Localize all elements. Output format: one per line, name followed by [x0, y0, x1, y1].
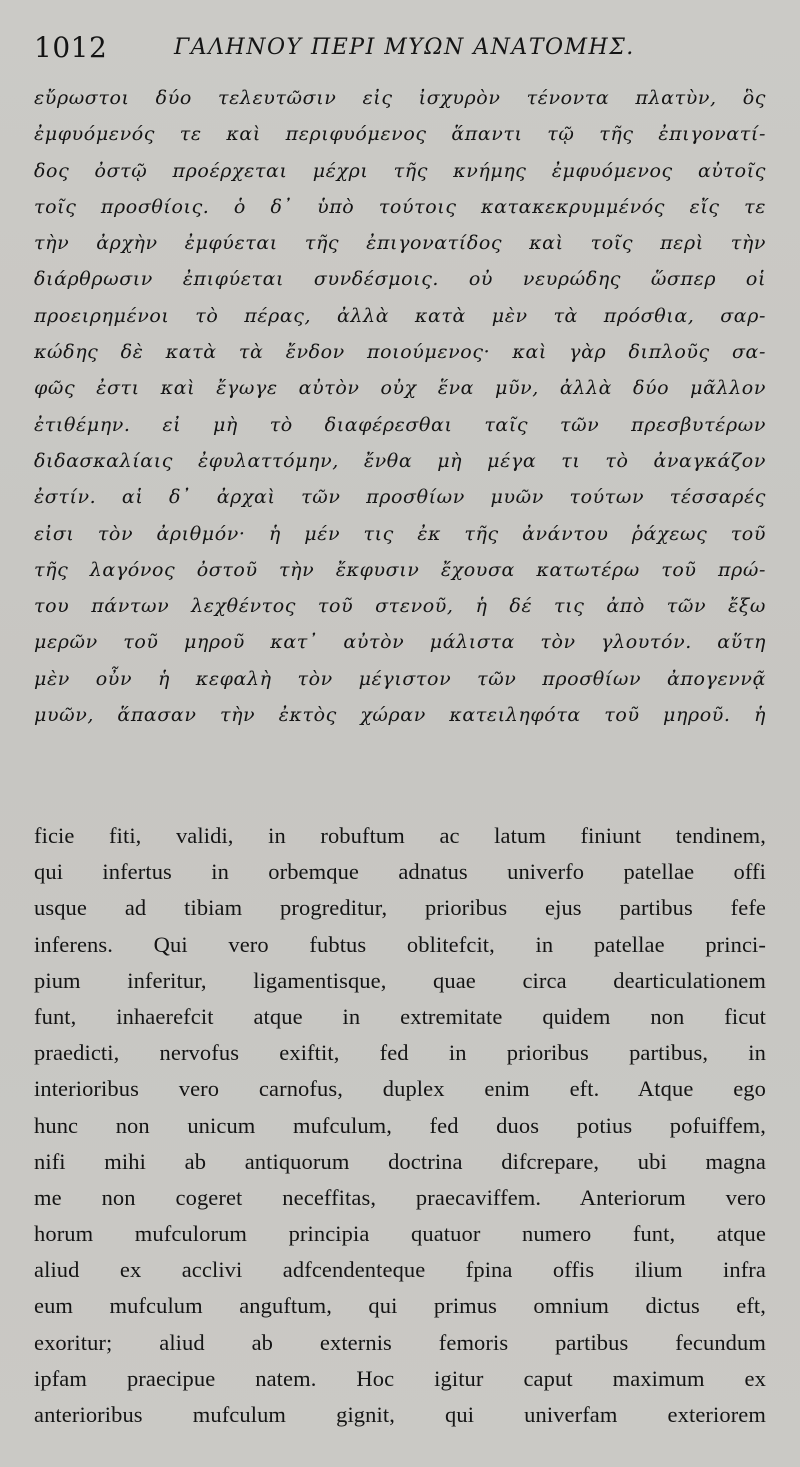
running-head: ΓΑΛΗΝΟΥ ΠΕΡΙ ΜΥΩΝ ΑΝΑΤΟΜΗΣ. [174, 35, 635, 60]
greek-line: ἐτιθέμην. εἰ μὴ τὸ διαφέρεσθαι ταῖς τῶν πρεσβυτέρων [34, 413, 766, 436]
latin-line: ficie fiti, validi, in robuftum ac latum finiunt tendinem, [34, 823, 766, 848]
latin-line: eum mufculum anguftum, qui primus omnium dictus eft, [34, 1293, 766, 1319]
latin-line: ipfam praecipue natem. Hoc igitur caput maximum ex [34, 1365, 766, 1391]
greek-line: κώδης δὲ κατὰ τὰ ἔνδον ποιούμενος· καὶ γὰρ διπλοῦς σα- [34, 341, 766, 364]
greek-line: προειρημένοι τὸ πέρας, ἀλλὰ κατὰ μὲν τὰ πρόσθια, σαρ- [34, 304, 766, 327]
greek-line: τὴν ἀρχὴν ἐμφύεται τῆς ἐπιγονατίδος καὶ τοῖς περὶ τὴν [34, 232, 766, 255]
latin-line: qui infertus in orbemque adnatus univerfo patellae offi [34, 859, 766, 885]
greek-line: τῆς λαγόνος ὀστοῦ τὴν ἔκφυσιν ἔχουσα κατωτέρω τοῦ πρώ- [34, 558, 766, 581]
latin-line: horum mufculorum principia quatuor numero funt, atque [34, 1221, 766, 1247]
latin-line: usque ad tibiam progreditur, prioribus ejus partibus fefe [34, 895, 766, 921]
greek-line: διάρθρωσιν ἐπιφύεται συνδέσμοις. οὐ νευρώδης ὥσπερ οἱ [34, 268, 766, 291]
latin-line: hunc non unicum mufculum, fed duos potius pofuiffem, [34, 1112, 766, 1138]
page-header [34, 30, 774, 70]
greek-text-block [34, 80, 766, 733]
greek-line: διδασκαλίαις ἐφυλαττόμην, ἔνθα μὴ μέγα τι τὸ ἀναγκάζον [34, 449, 766, 472]
greek-line: ἐμφυόμενός τε καὶ περιφυόμενος ἅπαντι τῷ τῆς ἐπιγονατί- [34, 123, 766, 146]
greek-line: εὔρωστοι δύο τελευτῶσιν εἰς ἰσχυρὸν τένοντα πλατὺν, ὃς [34, 87, 766, 109]
greek-line: ἐστίν. αἱ δ᾽ ἀρχαὶ τῶν προσθίων μυῶν τούτων τέσσαρές [34, 486, 766, 509]
greek-line: του πάντων λεχθέντος τοῦ στενοῦ, ἡ δέ τις ἀπὸ τῶν ἔξω [34, 595, 766, 618]
latin-line: praedicti, nervofus exiftit, fed in prioribus partibus, in [34, 1040, 766, 1066]
latin-line: inferens. Qui vero fubtus oblitefcit, in patellae princi- [34, 931, 766, 957]
greek-line: μυῶν, ἅπασαν τὴν ἐκτὸς χώραν κατειληφότα τοῦ μηροῦ. ἡ [34, 704, 766, 727]
greek-line: φῶς ἐστι καὶ ἔγωγε αὐτὸν οὐχ ἕνα μῦν, ἀλλὰ δύο μᾶλλον [34, 377, 766, 400]
latin-line: nifi mihi ab antiquorum doctrina difcrepare, ubi magna [34, 1148, 766, 1174]
latin-line: me non cogeret neceffitas, praecaviffem. Anteriorum vero [34, 1184, 766, 1210]
latin-text-block [34, 818, 766, 1433]
greek-line: μερῶν τοῦ μηροῦ κατ᾽ αὐτὸν μάλιστα τὸν γλουτόν. αὕτη [34, 631, 766, 654]
latin-line: aliud ex acclivi adfcendenteque fpina offis ilium infra [34, 1257, 766, 1283]
latin-line: anterioribus mufculum gignit, qui univerfam exteriorem [34, 1402, 766, 1427]
greek-line: εἰσι τὸν ἀριθμόν· ἡ μέν τις ἐκ τῆς ἀνάντου ῥάχεως τοῦ [34, 522, 766, 545]
latin-line: pium inferitur, ligamentisque, quae circa dearticulationem [34, 967, 766, 993]
latin-line: interioribus vero carnofus, duplex enim eft. Atque ego [34, 1076, 766, 1102]
latin-line: exoritur; aliud ab externis femoris partibus fecundum [34, 1329, 766, 1355]
page-number: 1012 [34, 31, 108, 64]
greek-line: δος ὀστῷ προέρχεται μέχρι τῆς κνήμης ἐμφυόμενος αὐτοῖς [34, 159, 766, 182]
greek-line: τοῖς προσθίοις. ὁ δ᾽ ὑπὸ τούτοις κατακεκρυμμένός εἴς τε [34, 195, 766, 218]
latin-line: funt, inhaerefcit atque in extremitate quidem non ficut [34, 1003, 766, 1029]
greek-line: μὲν οὖν ἡ κεφαλὴ τὸν μέγιστον τῶν προσθίων ἀπογεννᾷ [34, 667, 766, 690]
